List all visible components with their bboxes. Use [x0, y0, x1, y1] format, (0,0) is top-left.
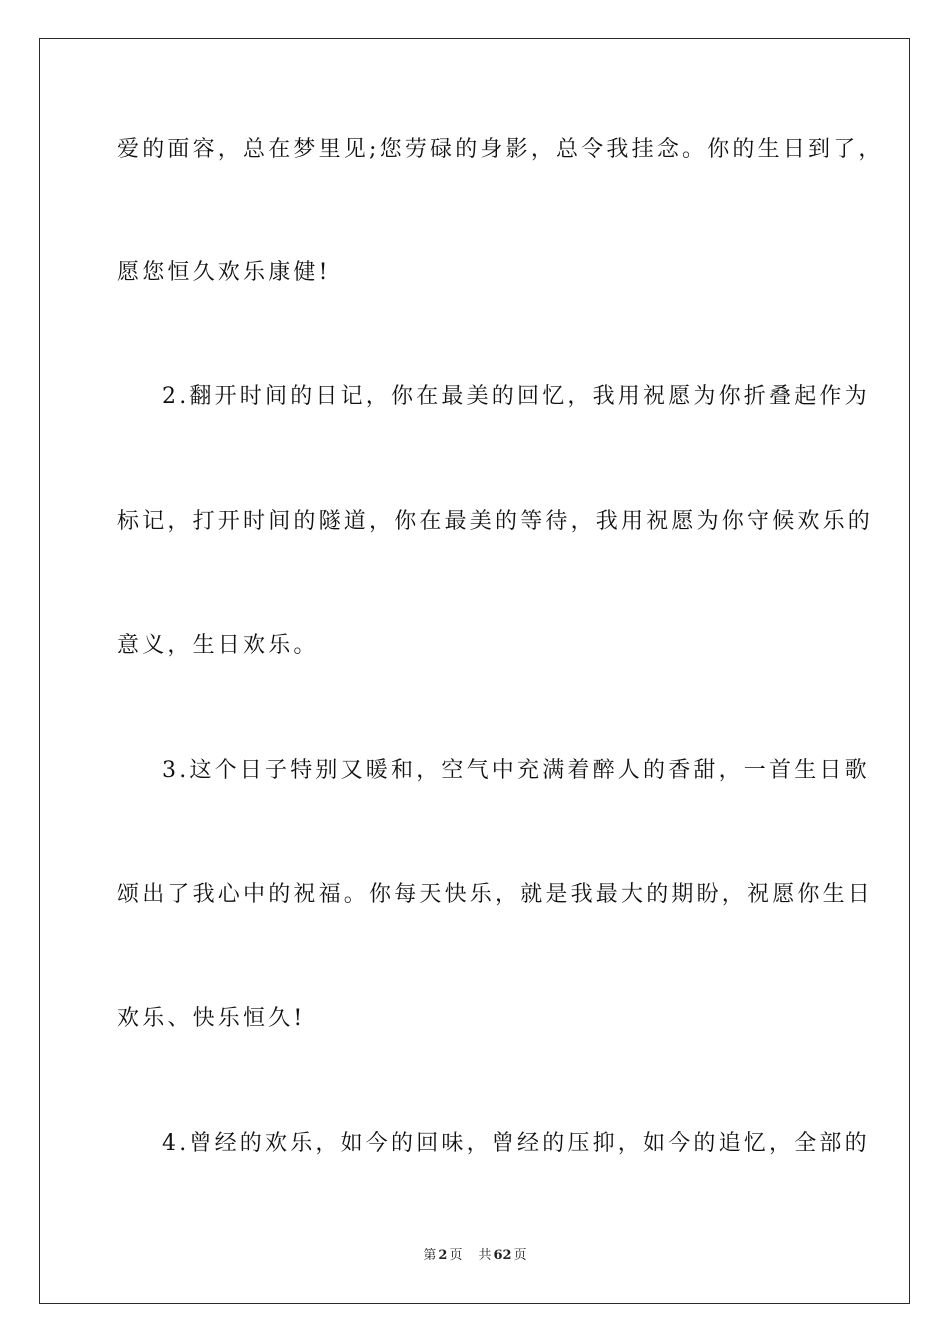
total-suffix: 页 — [513, 1248, 527, 1263]
page-prefix: 第 — [423, 1248, 437, 1263]
paragraph-start-line: 3.这个日子特别又暖和，空气中充满着醉人的香甜，一首生日歌 — [162, 758, 870, 783]
paragraph-start-line: 4.曾经的欢乐，如今的回味，曾经的压抑，如今的追忆，全部的 — [162, 1131, 870, 1156]
body-text-line: 颂出了我心中的祝福。你每天快乐，就是我最大的期盼，祝愿你生日 — [117, 882, 874, 907]
total-prefix: 共 — [478, 1248, 492, 1263]
page-suffix: 页 — [449, 1248, 463, 1263]
body-text-line: 愿您恒久欢乐康健! — [117, 260, 331, 285]
body-text-line: 欢乐、快乐恒久! — [117, 1006, 306, 1031]
body-text-line: 爱的面容，总在梦里见;您劳碌的身影，总令我挂念。你的生日到了， — [117, 137, 884, 162]
body-text-line: 标记，打开时间的隧道，你在最美的等待，我用祝愿为你守候欢乐的 — [117, 509, 874, 534]
paragraph-start-line: 2.翻开时间的日记，你在最美的回忆，我用祝愿为你折叠起作为 — [162, 384, 870, 409]
page-number: 2 — [438, 1248, 448, 1263]
total-pages: 62 — [493, 1248, 512, 1263]
body-text-line: 意义，生日欢乐。 — [117, 633, 319, 658]
page-border — [39, 38, 910, 1304]
page-footer — [0, 1247, 950, 1265]
